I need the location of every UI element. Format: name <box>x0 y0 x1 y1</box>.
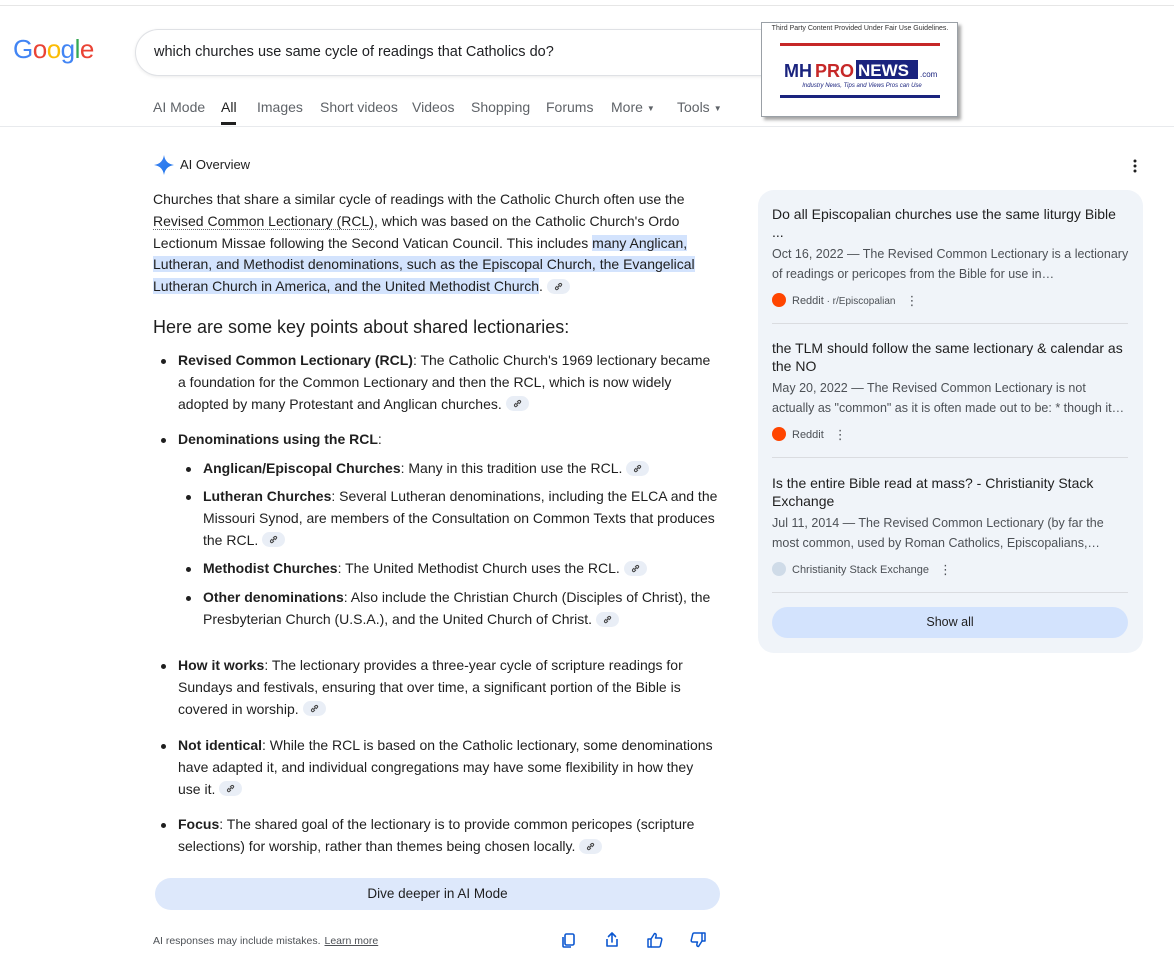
thumbs-down-icon[interactable] <box>689 931 707 949</box>
watermark-red-bar <box>780 43 940 46</box>
bullet-term: Methodist Churches <box>203 560 338 576</box>
bullet-text: : The shared goal of the lectionary is to provide common pericopes (scripture selections) for worship, rather than themes being chosen locally. <box>178 816 695 854</box>
reddit-icon <box>772 293 786 307</box>
tab-all[interactable]: All <box>221 99 237 115</box>
link-icon <box>513 399 522 408</box>
source-title[interactable]: the TLM should follow the same lectionary & calendar as the NO <box>772 340 1123 374</box>
ai-overview-intro <box>153 189 719 298</box>
more-options-icon[interactable]: ⋮ <box>905 293 919 308</box>
list-item <box>203 558 719 580</box>
source-meta <box>772 562 1129 578</box>
source-card[interactable] <box>772 205 1129 309</box>
source-site: Reddit <box>792 428 824 441</box>
source-site: Christianity Stack Exchange <box>792 563 929 576</box>
source-divider <box>772 323 1128 324</box>
source-snippet: Oct 16, 2022 — The Revised Common Lectionary is a lectionary of readings or pericopes from the Bible for use in… <box>772 247 1129 281</box>
bullet-text: : While the RCL is based on the Catholic lectionary, some denominations have adapted it, and individual congregations may have some flexibility in how they use it. <box>178 737 713 797</box>
source-snippet: Jul 11, 2014 — The Revised Common Lectionary (by far the most common, used by Roman Catholics, Episcopalians,… <box>772 516 1104 550</box>
list-item <box>203 587 719 631</box>
source-title[interactable]: Do all Episcopalian churches use the same liturgy Bible ... <box>772 206 1116 240</box>
list-item <box>203 486 719 551</box>
link-icon <box>603 615 612 624</box>
bullet-term: Lutheran Churches <box>203 488 332 504</box>
svg-text:MH: MH <box>784 61 812 81</box>
intro-text-1: Churches that share a similar cycle of readings with the Catholic Church often use the <box>153 191 685 207</box>
more-options-icon[interactable]: ⋮ <box>938 562 952 577</box>
show-all-button[interactable]: Show all <box>772 607 1128 638</box>
bullet-text: : The United Methodist Church uses the RCL. <box>337 560 620 576</box>
watermark-notice: Third Party Content Provided Under Fair Use Guidelines. <box>771 25 949 32</box>
logo-letter-o2: o <box>46 34 61 64</box>
bullet-text: : Also include the Christian Church (Disciples of Christ), the Presbyterian Church (U.S.A.), and the United Church of Christ. <box>203 589 711 627</box>
link-icon <box>631 564 640 573</box>
tab-shopping[interactable]: Shopping <box>471 99 531 115</box>
ai-overview-label: AI Overview <box>180 157 251 172</box>
svg-text:.com: .com <box>920 70 938 79</box>
active-tab-indicator <box>221 122 236 125</box>
disclaimer-text: AI responses may include mistakes. <box>153 935 321 947</box>
tab-forums[interactable]: Forums <box>546 99 594 115</box>
reddit-icon <box>772 427 786 441</box>
bullet-text: : Several Lutheran denominations, including the ELCA and the Missouri Synod, are members of the Consultation on Common Texts that produces the RCL. <box>203 488 718 548</box>
tabs-divider <box>0 126 1174 127</box>
link-icon <box>633 464 642 473</box>
key-points-heading: Here are some key points about shared lectionaries: <box>153 317 570 337</box>
bullet-text: : Many in this tradition use the RCL. <box>400 460 623 476</box>
svg-text:PRO: PRO <box>815 61 855 81</box>
source-link-button[interactable] <box>219 781 242 796</box>
tab-tools-label: Tools <box>677 99 710 115</box>
list-item <box>178 655 719 720</box>
link-icon <box>310 704 319 713</box>
tab-more-label: More <box>611 99 643 115</box>
logo-letter-e: e <box>79 34 94 64</box>
logo-letter-l: l <box>74 34 80 64</box>
svg-text:NEWS: NEWS <box>858 61 909 80</box>
bullet-text: : <box>377 431 382 447</box>
learn-more-link[interactable]: Learn more <box>324 935 379 947</box>
copy-icon[interactable] <box>560 931 578 949</box>
bullet-term: Revised Common Lectionary (RCL) <box>178 352 413 368</box>
chevron-down-icon: ▼ <box>646 103 655 113</box>
bullet-text: : The Catholic Church's 1969 lectionary became a foundation for the Common Lectionary and then the RCL, which is now widely adopted by many Protestant and Anglican churches. <box>178 352 711 412</box>
source-snippet: May 20, 2022 — The Revised Common Lectionary is not actually as "common" as it is often made out to be: * though it… <box>772 381 1125 415</box>
rcl-term[interactable]: Revised Common Lectionary (RCL) <box>153 212 374 229</box>
dive-deeper-button[interactable]: Dive deeper in AI Mode <box>155 878 720 910</box>
tab-ai-mode[interactable]: AI Mode <box>153 99 206 115</box>
intro-text-3: . <box>539 278 543 295</box>
source-card[interactable] <box>772 474 1129 578</box>
source-card[interactable] <box>772 339 1129 443</box>
source-title[interactable]: Is the entire Bible read at mass? - Christianity Stack Exchange <box>772 475 1094 509</box>
google-logo[interactable] <box>13 34 94 65</box>
tab-short-videos[interactable]: Short videos <box>320 99 398 115</box>
source-link-button[interactable] <box>303 701 326 716</box>
watermark-blue-bar <box>780 95 940 98</box>
source-meta <box>772 293 1129 309</box>
source-link-button[interactable] <box>579 839 602 854</box>
link-icon <box>269 535 278 544</box>
tab-more[interactable] <box>611 99 655 115</box>
sources-panel <box>758 190 1143 653</box>
tab-videos[interactable]: Videos <box>412 99 455 115</box>
more-options-icon[interactable] <box>1129 158 1141 174</box>
mhpronews-logo <box>782 58 942 82</box>
logo-letter-g2: g <box>60 34 75 64</box>
watermark-tagline: Industry News, Tips and Views Pros can Use <box>802 83 922 89</box>
list-item <box>178 814 719 858</box>
source-link-button[interactable] <box>262 532 285 547</box>
list-item <box>178 429 719 451</box>
bullet-term: Not identical <box>178 737 263 753</box>
bullet-text: : The lectionary provides a three-year cycle of scripture readings for Sundays and festivals, ensuring that over time, a significant portion of the Bible is covered in worship. <box>178 657 683 717</box>
intro-highlight: many Anglican, Lutheran, and Methodist denominations, such as the Episcopal Church, the Evangelical Lutheran Church in America, and the United Methodist Church <box>153 234 695 295</box>
logo-letter-o1: o <box>32 34 47 64</box>
search-box[interactable] <box>135 29 775 76</box>
tab-images[interactable]: Images <box>257 99 303 115</box>
bullet-term: Denominations using the RCL <box>178 431 378 447</box>
search-input[interactable] <box>154 44 754 60</box>
sparkle-icon <box>153 154 175 176</box>
logo-letter-g1: G <box>13 34 33 64</box>
source-link-button[interactable] <box>506 396 529 411</box>
stack-exchange-icon <box>772 562 786 576</box>
link-icon <box>554 282 563 291</box>
bullet-term: How it works <box>178 657 265 673</box>
link-icon <box>226 784 235 793</box>
intro-text-2: , which was based on the Catholic Church's Ordo Lectionum Missae following the Second Vatican Council. This includes <box>153 212 680 251</box>
top-divider <box>0 5 1174 6</box>
source-link-button[interactable] <box>547 279 570 294</box>
bullet-term: Anglican/Episcopal Churches <box>203 460 401 476</box>
list-item <box>178 350 719 415</box>
thumbs-up-icon[interactable] <box>646 931 664 949</box>
link-icon <box>586 842 595 851</box>
tab-tools[interactable] <box>677 99 722 115</box>
list-item <box>203 458 719 480</box>
intro-paragraph <box>153 189 719 298</box>
bullet-term: Focus <box>178 816 220 832</box>
source-link-button[interactable] <box>624 561 647 576</box>
mhpronews-watermark <box>761 22 958 117</box>
disclaimer <box>153 935 378 947</box>
share-icon[interactable] <box>603 931 621 949</box>
source-site: Reddit <box>792 294 824 307</box>
bullet-term: Other denominations <box>203 589 344 605</box>
source-meta <box>772 427 1129 443</box>
source-divider <box>772 592 1128 593</box>
chevron-down-icon: ▼ <box>713 103 722 113</box>
source-divider <box>772 457 1128 458</box>
more-options-icon[interactable]: ⋮ <box>833 427 847 442</box>
source-subsite: · r/Episcopalian <box>823 295 896 307</box>
list-item <box>178 735 719 800</box>
source-link-button[interactable] <box>596 612 619 627</box>
source-link-button[interactable] <box>626 461 649 476</box>
